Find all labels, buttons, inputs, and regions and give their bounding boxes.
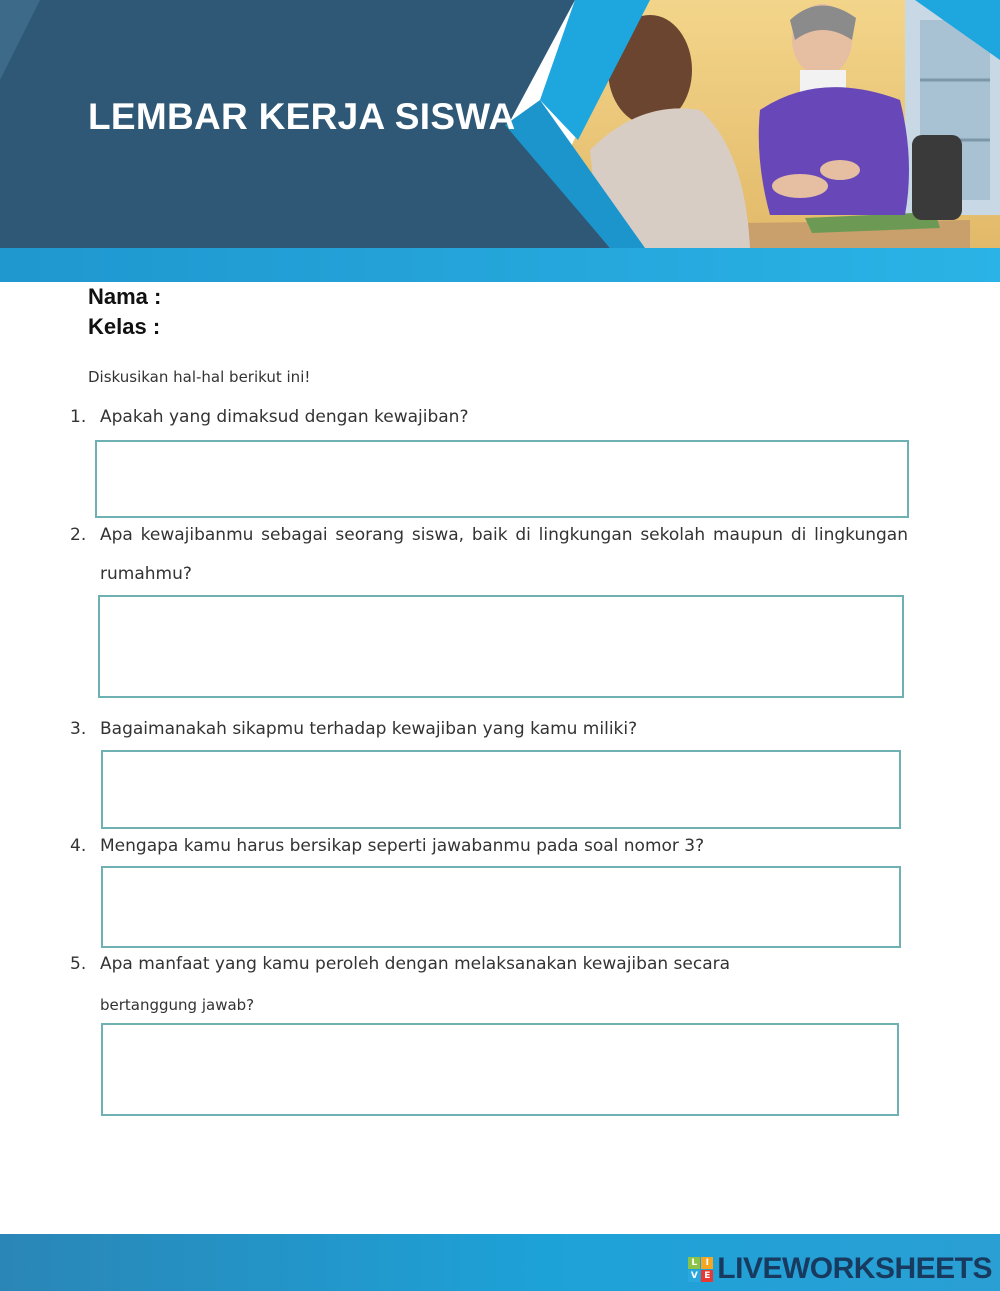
- question-1: [70, 398, 908, 437]
- question-number: 4.: [70, 836, 87, 856]
- logo-letter: E: [701, 1270, 713, 1282]
- question-text: Apa manfaat yang kamu peroleh dengan melaksanakan kewajiban secara: [100, 954, 731, 974]
- question-number: 1.: [70, 407, 87, 427]
- liveworksheets-logo-icon: [688, 1257, 713, 1282]
- liveworksheets-brand: [688, 1252, 992, 1286]
- question-5-continuation: bertanggung jawab?: [100, 996, 255, 1014]
- answer-field-4[interactable]: [101, 866, 901, 948]
- question-number: 2.: [70, 525, 87, 545]
- question-text: Apa kewajibanmu sebagai seorang siswa, baik di lingkungan sekolah maupun di lingkungan rumahmu?: [100, 525, 908, 584]
- logo-letter: V: [688, 1270, 700, 1282]
- answer-field-1[interactable]: [95, 440, 909, 518]
- question-text: Bagaimanakah sikapmu terhadap kewajiban yang kamu miliki?: [100, 719, 638, 739]
- question-number: 3.: [70, 719, 87, 739]
- banner-graphic: [0, 0, 1000, 282]
- question-4: [70, 827, 908, 866]
- question-2: [70, 516, 908, 594]
- header-banner: [0, 0, 1000, 282]
- answer-field-2[interactable]: [98, 595, 904, 698]
- instruction-text: Diskusikan hal-hal berikut ini!: [88, 368, 311, 386]
- question-number: 5.: [70, 954, 87, 974]
- answer-field-5[interactable]: [101, 1023, 899, 1116]
- brand-name: LIVEWORKSHEETS: [717, 1252, 992, 1285]
- name-label: Nama :: [88, 284, 162, 309]
- question-5: [70, 945, 908, 984]
- logo-letter: I: [701, 1257, 713, 1269]
- question-text: Apakah yang dimaksud dengan kewajiban?: [100, 407, 469, 427]
- question-3: [70, 710, 908, 749]
- class-label: Kelas :: [88, 314, 161, 339]
- page-title: LEMBAR KERJA SISWA: [88, 96, 516, 137]
- logo-letter: L: [688, 1257, 700, 1269]
- question-text: Mengapa kamu harus bersikap seperti jawabanmu pada soal nomor 3?: [100, 836, 705, 856]
- answer-field-3[interactable]: [101, 750, 901, 829]
